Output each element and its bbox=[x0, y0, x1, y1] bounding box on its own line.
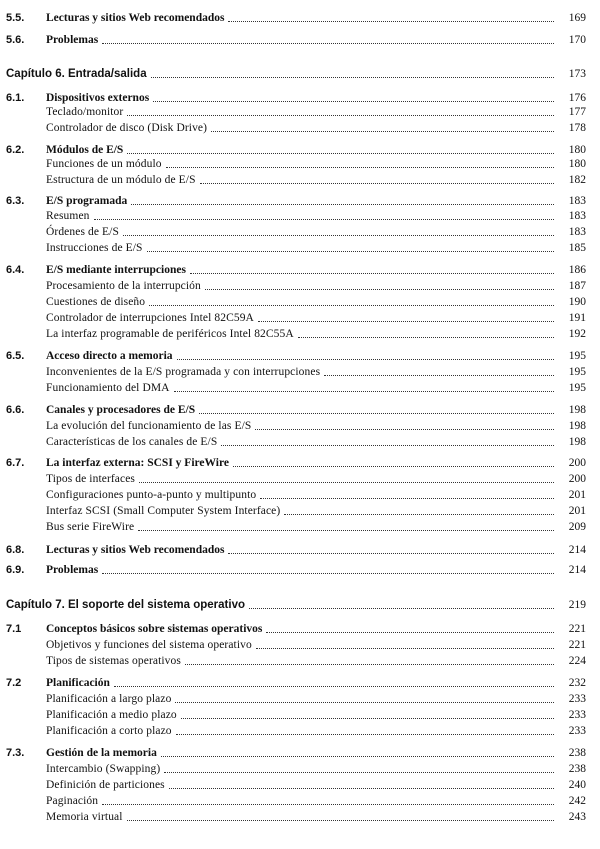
section-number: 6.9. bbox=[6, 564, 25, 576]
dot-leader bbox=[266, 631, 554, 633]
dot-leader bbox=[185, 663, 554, 665]
page-number: 221 bbox=[568, 623, 586, 635]
entry-title: Instrucciones de E/S bbox=[46, 242, 143, 254]
dot-leader bbox=[211, 130, 554, 132]
page-number: 176 bbox=[568, 92, 586, 104]
dot-leader bbox=[256, 647, 554, 649]
dot-leader bbox=[221, 444, 554, 446]
section-entry bbox=[6, 562, 586, 577]
page-number: 183 bbox=[568, 195, 586, 207]
page-number: 195 bbox=[568, 366, 586, 378]
entry-title: E/S mediante interrupciones bbox=[46, 264, 186, 276]
entry-title: Funcionamiento del DMA bbox=[46, 382, 170, 394]
section-entry bbox=[6, 348, 586, 363]
dot-leader bbox=[190, 272, 554, 274]
page-number: 232 bbox=[568, 677, 586, 689]
entry-title: Cuestiones de diseño bbox=[46, 296, 146, 308]
dot-leader bbox=[139, 481, 554, 483]
page-number: 198 bbox=[568, 404, 586, 416]
entry-title: Paginación bbox=[46, 795, 99, 807]
section-number: 6.8. bbox=[6, 544, 25, 556]
page-number: 240 bbox=[568, 779, 586, 791]
page-number: 200 bbox=[568, 457, 586, 469]
page-number: 238 bbox=[568, 763, 586, 775]
dot-leader bbox=[151, 76, 554, 78]
page-number: 221 bbox=[568, 639, 586, 651]
section-number: 6.3. bbox=[6, 195, 25, 207]
entry-title: Dispositivos externos bbox=[46, 92, 150, 104]
dot-leader bbox=[258, 320, 554, 322]
page-number: 198 bbox=[568, 420, 586, 432]
page-number: 219 bbox=[568, 599, 586, 611]
dot-leader bbox=[127, 152, 554, 154]
subsection-entry bbox=[6, 777, 586, 792]
subsection-entry bbox=[6, 487, 586, 502]
dot-leader bbox=[131, 203, 554, 205]
entry-title: Planificación a medio plazo bbox=[46, 709, 177, 721]
chapter-entry bbox=[6, 66, 586, 81]
subsection-entry bbox=[6, 434, 586, 449]
entry-title: Teclado/monitor bbox=[46, 106, 124, 118]
dot-leader bbox=[175, 701, 554, 703]
section-number: 5.6. bbox=[6, 34, 25, 46]
dot-leader bbox=[255, 428, 554, 430]
dot-leader bbox=[260, 497, 554, 499]
entry-title: Resumen bbox=[46, 210, 90, 222]
page-number: 192 bbox=[568, 328, 586, 340]
subsection-entry bbox=[6, 637, 586, 652]
subsection-entry bbox=[6, 519, 586, 534]
entry-title: La interfaz programable de periféricos Intel 82C55A bbox=[46, 328, 294, 340]
page-number: 201 bbox=[568, 505, 586, 517]
page-number: 187 bbox=[568, 280, 586, 292]
page-number: 186 bbox=[568, 264, 586, 276]
section-number: 6.5. bbox=[6, 350, 25, 362]
subsection-entry bbox=[6, 707, 586, 722]
entry-title: Características de los canales de E/S bbox=[46, 436, 218, 448]
entry-title: Problemas bbox=[46, 34, 99, 46]
subsection-entry bbox=[6, 120, 586, 135]
subsection-entry bbox=[6, 723, 586, 738]
entry-title: E/S programada bbox=[46, 195, 128, 207]
page-number: 200 bbox=[568, 473, 586, 485]
entry-title: Lecturas y sitios Web recomendados bbox=[46, 12, 225, 24]
page-number: 198 bbox=[568, 436, 586, 448]
page-number: 209 bbox=[568, 521, 586, 533]
dot-leader bbox=[181, 717, 554, 719]
dot-leader bbox=[138, 529, 554, 531]
page-number: 191 bbox=[568, 312, 586, 324]
dot-leader bbox=[228, 20, 554, 22]
page-number: 195 bbox=[568, 382, 586, 394]
page-number: 233 bbox=[568, 693, 586, 705]
dot-leader bbox=[233, 465, 554, 467]
dot-leader bbox=[166, 166, 554, 168]
subsection-entry bbox=[6, 761, 586, 776]
dot-leader bbox=[127, 114, 554, 116]
entry-title: Lecturas y sitios Web recomendados bbox=[46, 544, 225, 556]
section-number: 6.4. bbox=[6, 264, 25, 276]
subsection-entry bbox=[6, 793, 586, 808]
subsection-entry bbox=[6, 294, 586, 309]
dot-leader bbox=[164, 771, 554, 773]
dot-leader bbox=[249, 607, 554, 609]
dot-leader bbox=[298, 336, 554, 338]
dot-leader bbox=[200, 182, 554, 184]
section-entry bbox=[6, 193, 586, 208]
dot-leader bbox=[102, 803, 554, 805]
section-entry bbox=[6, 262, 586, 277]
page-number: 170 bbox=[568, 34, 586, 46]
page-number: 224 bbox=[568, 655, 586, 667]
dot-leader bbox=[324, 374, 554, 376]
subsection-entry bbox=[6, 326, 586, 341]
page-number: 242 bbox=[568, 795, 586, 807]
page-number: 185 bbox=[568, 242, 586, 254]
subsection-entry bbox=[6, 224, 586, 239]
dot-leader bbox=[114, 685, 554, 687]
section-number: 6.1. bbox=[6, 92, 25, 104]
page-number: 233 bbox=[568, 709, 586, 721]
entry-title: Módulos de E/S bbox=[46, 144, 124, 156]
dot-leader bbox=[199, 412, 554, 414]
subsection-entry bbox=[6, 156, 586, 171]
section-entry bbox=[6, 621, 586, 636]
entry-title: Controlador de disco (Disk Drive) bbox=[46, 122, 208, 134]
dot-leader bbox=[147, 250, 554, 252]
section-entry bbox=[6, 32, 586, 47]
entry-title: Inconvenientes de la E/S programada y con interrupciones bbox=[46, 366, 321, 378]
dot-leader bbox=[127, 819, 554, 821]
section-number: 6.2. bbox=[6, 144, 25, 156]
entry-title: Acceso directo a memoria bbox=[46, 350, 173, 362]
dot-leader bbox=[153, 100, 554, 102]
page-number: 214 bbox=[568, 564, 586, 576]
dot-leader bbox=[284, 513, 554, 515]
entry-title: Intercambio (Swapping) bbox=[46, 763, 161, 775]
subsection-entry bbox=[6, 278, 586, 293]
page-number: 190 bbox=[568, 296, 586, 308]
page-number: 214 bbox=[568, 544, 586, 556]
subsection-entry bbox=[6, 809, 586, 824]
subsection-entry bbox=[6, 240, 586, 255]
entry-title: Problemas bbox=[46, 564, 99, 576]
dot-leader bbox=[177, 358, 554, 360]
dot-leader bbox=[169, 787, 554, 789]
page-number: 243 bbox=[568, 811, 586, 823]
page-number: 195 bbox=[568, 350, 586, 362]
subsection-entry bbox=[6, 172, 586, 187]
subsection-entry bbox=[6, 208, 586, 223]
entry-title: Conceptos básicos sobre sistemas operativos bbox=[46, 623, 263, 635]
section-number: 6.7. bbox=[6, 457, 25, 469]
section-number: 6.6. bbox=[6, 404, 25, 416]
entry-title: Planificación a corto plazo bbox=[46, 725, 172, 737]
dot-leader bbox=[102, 42, 554, 44]
subsection-entry bbox=[6, 691, 586, 706]
entry-title: Objetivos y funciones del sistema operativo bbox=[46, 639, 252, 651]
subsection-entry bbox=[6, 503, 586, 518]
page-number: 169 bbox=[568, 12, 586, 24]
dot-leader bbox=[94, 218, 555, 220]
dot-leader bbox=[176, 733, 554, 735]
subsection-entry bbox=[6, 104, 586, 119]
entry-title: Capítulo 7. El soporte del sistema operativo bbox=[6, 599, 246, 611]
subsection-entry bbox=[6, 310, 586, 325]
section-entry bbox=[6, 10, 586, 25]
entry-title: Gestión de la memoria bbox=[46, 747, 157, 759]
page-number: 183 bbox=[568, 210, 586, 222]
section-number: 5.5. bbox=[6, 12, 25, 24]
entry-title: Tipos de sistemas operativos bbox=[46, 655, 181, 667]
dot-leader bbox=[228, 552, 554, 554]
section-entry bbox=[6, 542, 586, 557]
entry-title: Planificación bbox=[46, 677, 110, 689]
section-entry bbox=[6, 675, 586, 690]
entry-title: Órdenes de E/S bbox=[46, 226, 119, 238]
entry-title: La evolución del funcionamiento de las E/S bbox=[46, 420, 252, 432]
section-number: 7.1 bbox=[6, 623, 22, 635]
dot-leader bbox=[174, 390, 554, 392]
entry-title: Procesamiento de la interrupción bbox=[46, 280, 201, 292]
entry-title: Configuraciones punto-a-punto y multipunto bbox=[46, 489, 257, 501]
dot-leader bbox=[205, 288, 554, 290]
subsection-entry bbox=[6, 418, 586, 433]
page-number: 183 bbox=[568, 226, 586, 238]
entry-title: Capítulo 6. Entrada/salida bbox=[6, 68, 147, 80]
page-number: 238 bbox=[568, 747, 586, 759]
dot-leader bbox=[123, 234, 554, 236]
entry-title: Canales y procesadores de E/S bbox=[46, 404, 196, 416]
section-entry bbox=[6, 142, 586, 157]
entry-title: Estructura de un módulo de E/S bbox=[46, 174, 196, 186]
subsection-entry bbox=[6, 380, 586, 395]
section-entry bbox=[6, 455, 586, 470]
section-number: 7.2 bbox=[6, 677, 22, 689]
entry-title: Bus serie FireWire bbox=[46, 521, 135, 533]
entry-title: Planificación a largo plazo bbox=[46, 693, 172, 705]
entry-title: Controlador de interrupciones Intel 82C59A bbox=[46, 312, 254, 324]
entry-title: Definición de particiones bbox=[46, 779, 165, 791]
page-number: 173 bbox=[568, 68, 586, 80]
section-entry bbox=[6, 402, 586, 417]
dot-leader bbox=[161, 755, 554, 757]
page-number: 182 bbox=[568, 174, 586, 186]
dot-leader bbox=[102, 572, 554, 574]
page-number: 177 bbox=[568, 106, 586, 118]
entry-title: La interfaz externa: SCSI y FireWire bbox=[46, 457, 230, 469]
page-number: 180 bbox=[568, 144, 586, 156]
subsection-entry bbox=[6, 364, 586, 379]
dot-leader bbox=[149, 304, 554, 306]
entry-title: Funciones de un módulo bbox=[46, 158, 162, 170]
subsection-entry bbox=[6, 653, 586, 668]
entry-title: Interfaz SCSI (Small Computer System Interface) bbox=[46, 505, 281, 517]
section-number: 7.3. bbox=[6, 747, 25, 759]
page-number: 233 bbox=[568, 725, 586, 737]
page-number: 201 bbox=[568, 489, 586, 501]
section-entry bbox=[6, 745, 586, 760]
entry-title: Memoria virtual bbox=[46, 811, 123, 823]
section-entry bbox=[6, 90, 586, 105]
chapter-entry bbox=[6, 597, 586, 612]
subsection-entry bbox=[6, 471, 586, 486]
entry-title: Tipos de interfaces bbox=[46, 473, 135, 485]
page-number: 180 bbox=[568, 158, 586, 170]
page-number: 178 bbox=[568, 122, 586, 134]
